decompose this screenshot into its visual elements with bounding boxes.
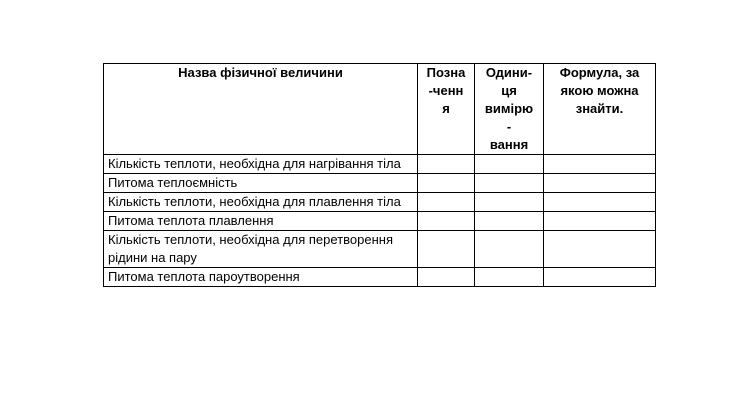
table-row	[104, 193, 656, 212]
unit-cell	[475, 155, 544, 174]
header-formula: Формула, за якою можна знайти.	[544, 64, 656, 155]
table-row	[104, 268, 656, 287]
quantity-name-cell: Кількість теплоти, необхідна для перетворення рідини на пару	[104, 231, 418, 268]
table-header-row	[104, 64, 656, 155]
symbol-cell	[418, 193, 475, 212]
formula-cell	[544, 268, 656, 287]
formula-cell	[544, 174, 656, 193]
header-unit-line: вимірю	[484, 101, 534, 116]
header-symbol	[418, 64, 475, 155]
unit-cell	[475, 193, 544, 212]
unit-cell	[475, 212, 544, 231]
header-unit-line: -	[506, 119, 512, 134]
formula-cell	[544, 212, 656, 231]
symbol-cell	[418, 155, 475, 174]
header-symbol-text: Позна -ченн я	[426, 65, 466, 116]
symbol-cell	[418, 231, 475, 268]
table-row	[104, 231, 656, 268]
unit-cell	[475, 174, 544, 193]
formula-cell	[544, 231, 656, 268]
formula-cell	[544, 155, 656, 174]
symbol-cell	[418, 212, 475, 231]
quantity-name-cell: Питома теплоємність	[104, 174, 418, 193]
header-unit-line: вання	[489, 137, 529, 152]
unit-cell	[475, 268, 544, 287]
table-row	[104, 155, 656, 174]
table-row	[104, 174, 656, 193]
header-quantity-name: Назва фізичної величини	[104, 64, 418, 155]
physical-quantities-table	[103, 63, 656, 287]
header-unit-line: ця	[501, 83, 517, 98]
header-unit	[475, 64, 544, 155]
symbol-cell	[418, 268, 475, 287]
header-unit-line: Одини-	[485, 65, 533, 80]
table-row	[104, 212, 656, 231]
quantity-name-cell: Питома теплота плавлення	[104, 212, 418, 231]
quantity-name-cell: Питома теплота пароутворення	[104, 268, 418, 287]
formula-cell	[544, 193, 656, 212]
unit-cell	[475, 231, 544, 268]
symbol-cell	[418, 174, 475, 193]
quantity-name-cell: Кількість теплоти, необхідна для плавлення тіла	[104, 193, 418, 212]
quantity-name-cell: Кількість теплоти, необхідна для нагрівання тіла	[104, 155, 418, 174]
